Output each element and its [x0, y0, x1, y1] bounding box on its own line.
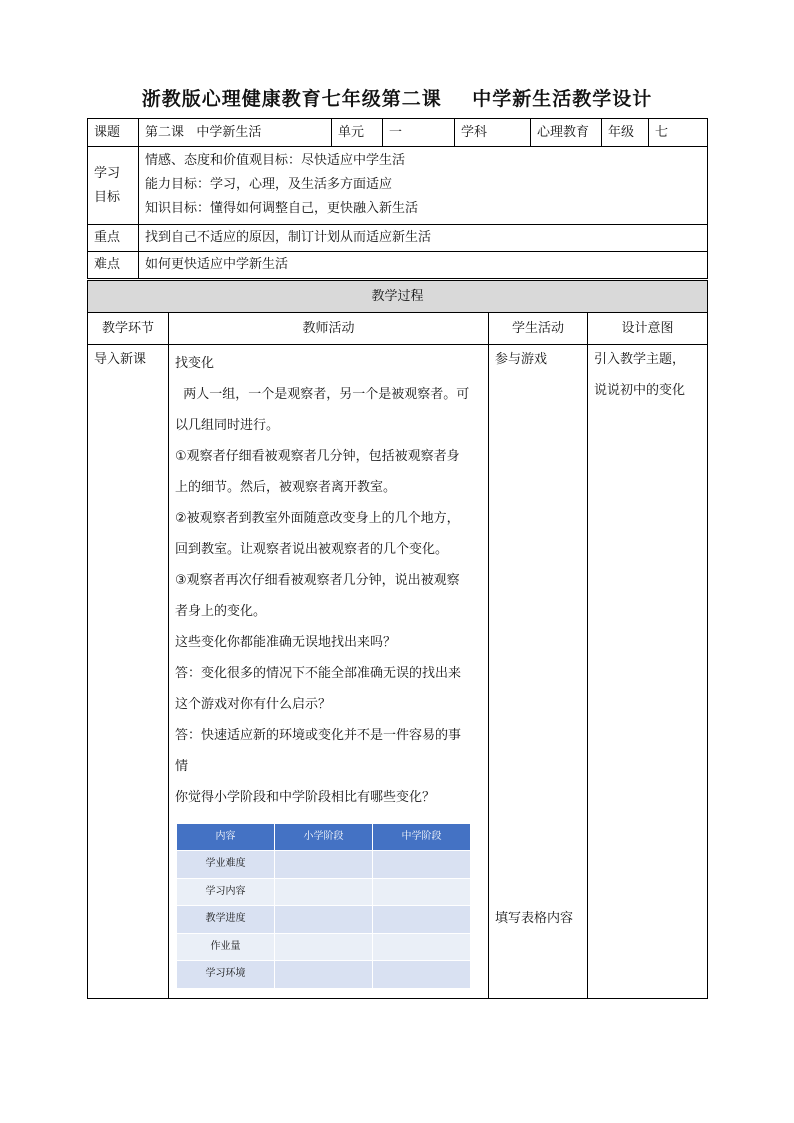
comparison-cell-primary — [275, 851, 373, 879]
teacher-line: 答：变化很多的情况下不能全部准确无误的找出来 — [175, 666, 462, 681]
teacher-line: 回到教室。让观察者说出被观察者的几个变化。 — [175, 542, 449, 557]
comparison-header: 中学阶段 — [373, 824, 471, 851]
teacher-line: 两人一组，一个是观察者，另一个是被观察者。可 — [175, 387, 470, 402]
teacher-line: 者身上的变化。 — [175, 604, 267, 619]
comparison-cell-primary — [275, 878, 373, 906]
objectives-label — [88, 147, 139, 225]
difficulty-value: 如何更快适应中学新生活 — [139, 252, 708, 279]
teacher-line: ②被观察者到教室外面随意改变身上的几个地方， — [175, 511, 460, 526]
col-header-student: 学生活动 — [489, 313, 588, 345]
unit-value: 一 — [383, 119, 455, 147]
teacher-line: 你觉得小学阶段和中学阶段相比有哪些变化？ — [175, 790, 436, 805]
lesson-label: 课题 — [88, 119, 139, 147]
focus-value: 找到自己不适应的原因，制订计划从而适应新生活 — [139, 225, 708, 252]
stage-cell: 导入新课 — [88, 345, 169, 999]
objectives-content — [139, 147, 708, 225]
teacher-line: 找变化 — [175, 356, 215, 371]
comparison-cell-primary — [275, 961, 373, 989]
student-activity-2: 填写表格内容 — [495, 911, 574, 926]
comparison-header: 内容 — [177, 824, 275, 851]
teacher-line: 这个游戏对你有什么启示？ — [175, 697, 332, 712]
subject-label: 学科 — [455, 119, 531, 147]
teacher-line: 以几组同时进行。 — [175, 418, 280, 433]
teacher-line: 答：快速适应新的环境或变化并不是一件容易的事 — [175, 728, 462, 743]
design-intent-cell — [588, 345, 708, 999]
objectives-label-line1: 学习 — [94, 165, 121, 181]
intent-line: 引入教学主题， — [594, 352, 686, 367]
comparison-row-label: 学习内容 — [177, 878, 275, 906]
teacher-line: ①观察者仔细看被观察者几分钟，包括被观察者身 — [175, 449, 460, 464]
focus-label: 重点 — [88, 225, 139, 252]
student-activity-1: 参与游戏 — [495, 352, 548, 367]
comparison-cell-primary — [275, 906, 373, 934]
comparison-row-label: 学习环境 — [177, 961, 275, 989]
lesson-info-table — [87, 118, 708, 279]
intent-line: 说说初中的变化 — [594, 383, 686, 398]
process-heading: 教学过程 — [88, 281, 708, 313]
subject-value: 心理教育 — [531, 119, 602, 147]
objectives-label-line2: 目标 — [94, 189, 121, 205]
comparison-cell-middle — [373, 906, 471, 934]
teacher-line: 这些变化你都能准确无误地找出来吗？ — [175, 635, 397, 650]
grade-label: 年级 — [602, 119, 649, 147]
comparison-cell-primary — [275, 933, 373, 961]
col-header-intent: 设计意图 — [588, 313, 708, 345]
document-title: 浙教版心理健康教育七年级第二课 中学新生活教学设计 — [141, 88, 653, 110]
grade-value: 七 — [649, 119, 708, 147]
unit-label: 单元 — [332, 119, 383, 147]
comparison-table — [176, 823, 471, 989]
comparison-header: 小学阶段 — [275, 824, 373, 851]
objective-item: 能力目标：学习，心理，及生活多方面适应 — [145, 177, 393, 192]
objective-item: 知识目标：懂得如何调整自己，更快融入新生活 — [145, 201, 419, 216]
difficulty-label: 难点 — [88, 252, 139, 279]
comparison-cell-middle — [373, 933, 471, 961]
teaching-process-table — [87, 280, 708, 999]
teacher-activity-cell — [169, 345, 489, 999]
student-activity-cell — [489, 345, 588, 999]
col-header-stage: 教学环节 — [88, 313, 169, 345]
lesson-value: 第二课 中学新生活 — [139, 119, 332, 147]
teacher-line: 情 — [175, 759, 189, 774]
col-header-teacher: 教师活动 — [169, 313, 489, 345]
objective-item: 情感、态度和价值观目标：尽快适应中学生活 — [145, 153, 406, 168]
comparison-cell-middle — [373, 961, 471, 989]
comparison-cell-middle — [373, 878, 471, 906]
comparison-cell-middle — [373, 851, 471, 879]
teacher-line: 上的细节。然后，被观察者离开教室。 — [175, 480, 397, 495]
comparison-row-label: 作业量 — [177, 933, 275, 961]
comparison-row-label: 教学进度 — [177, 906, 275, 934]
comparison-row-label: 学业难度 — [177, 851, 275, 879]
teacher-line: ③观察者再次仔细看被观察者几分钟，说出被观察 — [175, 573, 460, 588]
